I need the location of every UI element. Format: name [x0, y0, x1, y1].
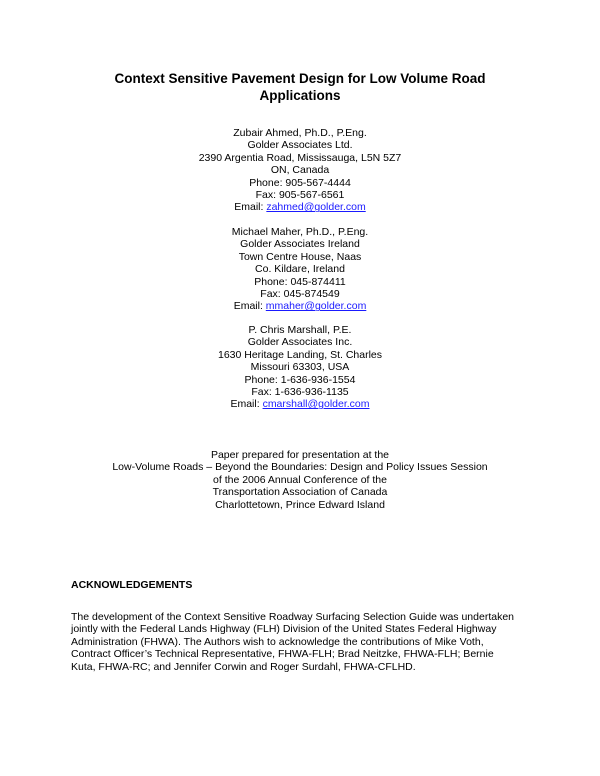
- author-email-row: [100, 398, 500, 410]
- author-address-line-2: ON, Canada: [270, 164, 330, 177]
- author-block-ahmed: [100, 127, 500, 214]
- author-block-maher: [100, 226, 500, 313]
- author-name: Michael Maher, Ph.D., P.Eng.: [231, 226, 369, 238]
- acknowledgements-line-5: Kuta, FHWA-RC; and Jennifer Corwin and Roger Surdahl, FHWA-CFLHD.: [71, 660, 416, 673]
- acknowledgements-paragraph: [71, 611, 529, 673]
- author-fax: Fax: 045-874549: [260, 288, 340, 301]
- presentation-note-line-1: Paper prepared for presentation at the: [210, 449, 390, 461]
- presentation-note-line-2: Low-Volume Roads – Beyond the Boundaries: Design and Policy Issues Session: [112, 461, 488, 474]
- author-block-marshall: [100, 324, 500, 411]
- author-address-line-1: 1630 Heritage Landing, St. Charles: [217, 348, 383, 361]
- author-address-line-2: Missouri 63303, USA: [250, 361, 350, 374]
- author-phone: Phone: 045-874411: [254, 275, 346, 288]
- presentation-note-line-5: Charlottetown, Prince Edward Island: [215, 498, 385, 511]
- author-organization: Golder Associates Ltd.: [247, 139, 353, 152]
- presentation-note: [60, 449, 540, 511]
- author-address-line-1: 2390 Argentia Road, Mississauga, L5N 5Z7: [198, 151, 402, 164]
- author-name: P. Chris Marshall, P.E.: [248, 324, 352, 336]
- author-fax: Fax: 1-636-936-1135: [251, 386, 349, 399]
- author-email-link[interactable]: cmarshall@golder.com: [262, 398, 370, 411]
- author-email-label: Email:: [234, 201, 267, 214]
- paper-title: [60, 70, 540, 104]
- author-phone: Phone: 1-636-936-1554: [244, 373, 356, 386]
- acknowledgements-line-3: Administration (FHWA). The Authors wish to acknowledge the contributions of Mike Voth,: [71, 635, 484, 648]
- author-fax: Fax: 905-567-6561: [255, 189, 345, 202]
- acknowledgements-line-1: The development of the Context Sensitive Roadway Surfacing Selection Guide was undertaken: [71, 611, 515, 623]
- acknowledgements-line-4: Contract Officer’s Technical Representative, FHWA-FLH; Brad Neitzke, FHWA-FLH; Bernie: [71, 648, 494, 661]
- author-email-row: [100, 201, 500, 213]
- author-organization: Golder Associates Inc.: [247, 336, 353, 349]
- author-address-line-1: Town Centre House, Naas: [238, 250, 362, 263]
- acknowledgements-heading: ACKNOWLEDGEMENTS: [71, 579, 193, 591]
- author-email-label: Email:: [233, 300, 266, 313]
- acknowledgements-line-2: jointly with the Federal Lands Highway (FLH) Division of the United States Federal Highway: [71, 623, 497, 636]
- presentation-note-line-4: Transportation Association of Canada: [212, 486, 388, 499]
- author-phone: Phone: 905-567-4444: [249, 176, 351, 189]
- author-email-link[interactable]: zahmed@golder.com: [266, 201, 366, 214]
- presentation-note-line-3: of the 2006 Annual Conference of the: [213, 473, 387, 486]
- author-email-row: [100, 300, 500, 312]
- paper-title-line-1: Context Sensitive Pavement Design for Low Volume Road: [114, 71, 486, 86]
- author-address-line-2: Co. Kildare, Ireland: [255, 263, 345, 276]
- author-email-link[interactable]: mmaher@golder.com: [265, 300, 367, 313]
- author-email-label: Email:: [230, 398, 263, 411]
- author-name: Zubair Ahmed, Ph.D., P.Eng.: [233, 127, 367, 139]
- paper-title-line-2: Applications: [259, 88, 341, 103]
- author-organization: Golder Associates Ireland: [240, 238, 360, 251]
